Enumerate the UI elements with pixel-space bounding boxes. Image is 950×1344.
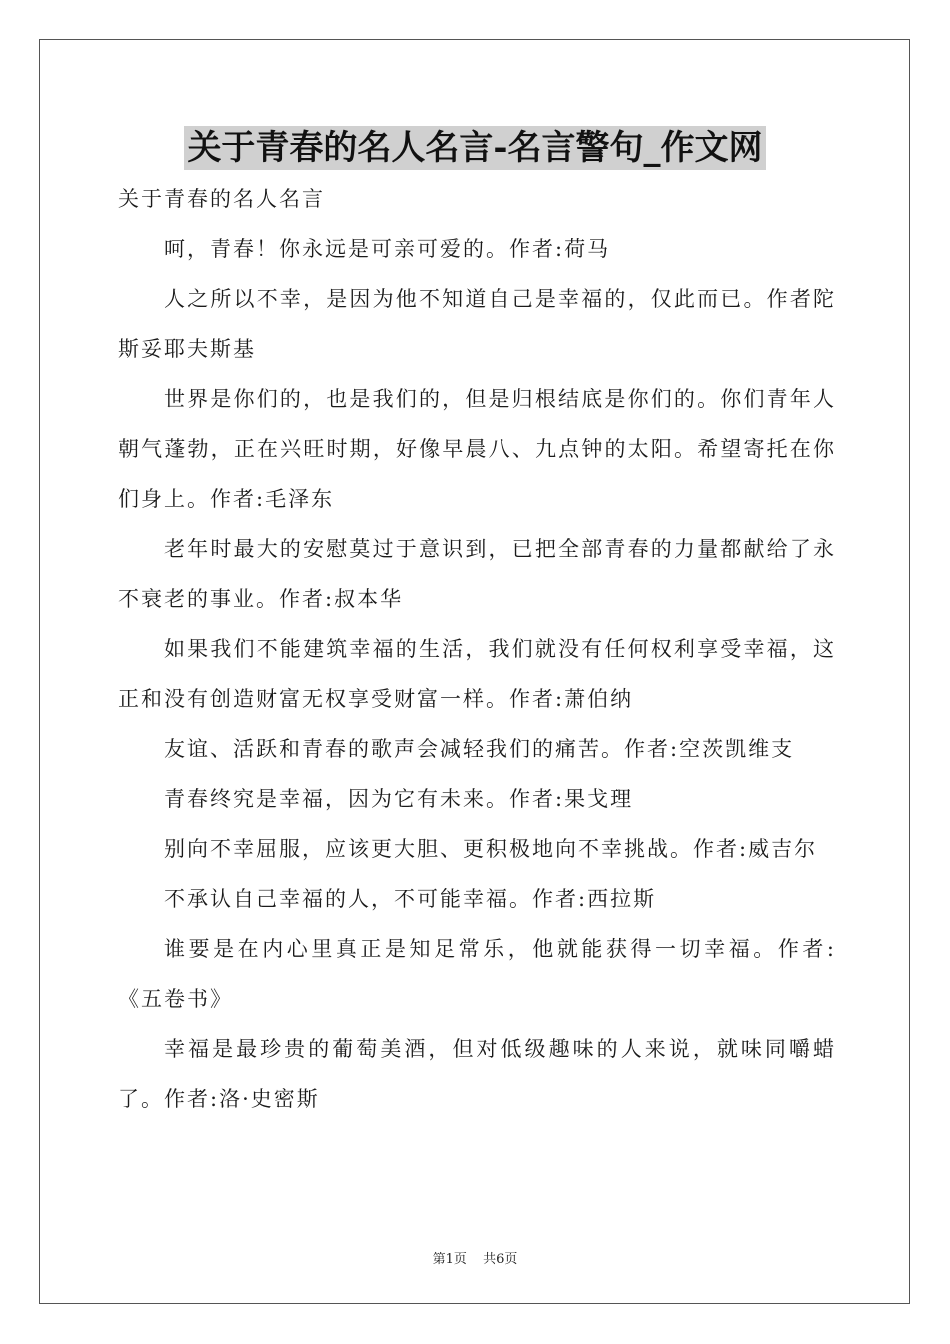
quote-paragraph: 谁要是在内心里真正是知足常乐，他就能获得一切幸福。作者:《五卷书》 bbox=[118, 937, 836, 1011]
document-title bbox=[0, 126, 950, 170]
document-body bbox=[118, 174, 836, 1124]
document-subtitle: 关于青春的名人名言 bbox=[118, 187, 325, 211]
page-number-current: 第1页 bbox=[432, 1252, 467, 1267]
quote-paragraph: 呵，青春！你永远是可亲可爱的。作者:荷马 bbox=[164, 237, 611, 261]
quote-paragraph: 别向不幸屈服，应该更大胆、更积极地向不幸挑战。作者:威吉尔 bbox=[164, 837, 818, 861]
quote-paragraph: 不承认自己幸福的人，不可能幸福。作者:西拉斯 bbox=[164, 887, 657, 911]
quote-paragraph: 友谊、活跃和青春的歌声会减轻我们的痛苦。作者:空茨凯维支 bbox=[164, 737, 795, 761]
document-title-text: 关于青春的名人名言-名言警句_作文网 bbox=[184, 126, 765, 170]
quote-paragraph: 世界是你们的，也是我们的，但是归根结底是你们的。你们青年人朝气蓬勃，正在兴旺时期，好像早晨八、九点钟的太阳。希望寄托在你们身上。作者:毛泽东 bbox=[118, 387, 836, 511]
quote-paragraph: 幸福是最珍贵的葡萄美酒，但对低级趣味的人来说，就味同嚼蜡了。作者:洛·史密斯 bbox=[118, 1037, 836, 1111]
quote-paragraph: 人之所以不幸，是因为他不知道自己是幸福的，仅此而已。作者陀斯妥耶夫斯基 bbox=[118, 287, 836, 361]
quote-paragraph: 老年时最大的安慰莫过于意识到，已把全部青春的力量都献给了永不衰老的事业。作者:叔本华 bbox=[118, 537, 836, 611]
page-footer bbox=[0, 1248, 950, 1267]
quote-paragraph: 如果我们不能建筑幸福的生活，我们就没有任何权利享受幸福，这正和没有创造财富无权享受财富一样。作者:萧伯纳 bbox=[118, 637, 836, 711]
page-number-total: 共6页 bbox=[483, 1252, 518, 1267]
quote-paragraph: 青春终究是幸福，因为它有未来。作者:果戈理 bbox=[164, 787, 634, 811]
